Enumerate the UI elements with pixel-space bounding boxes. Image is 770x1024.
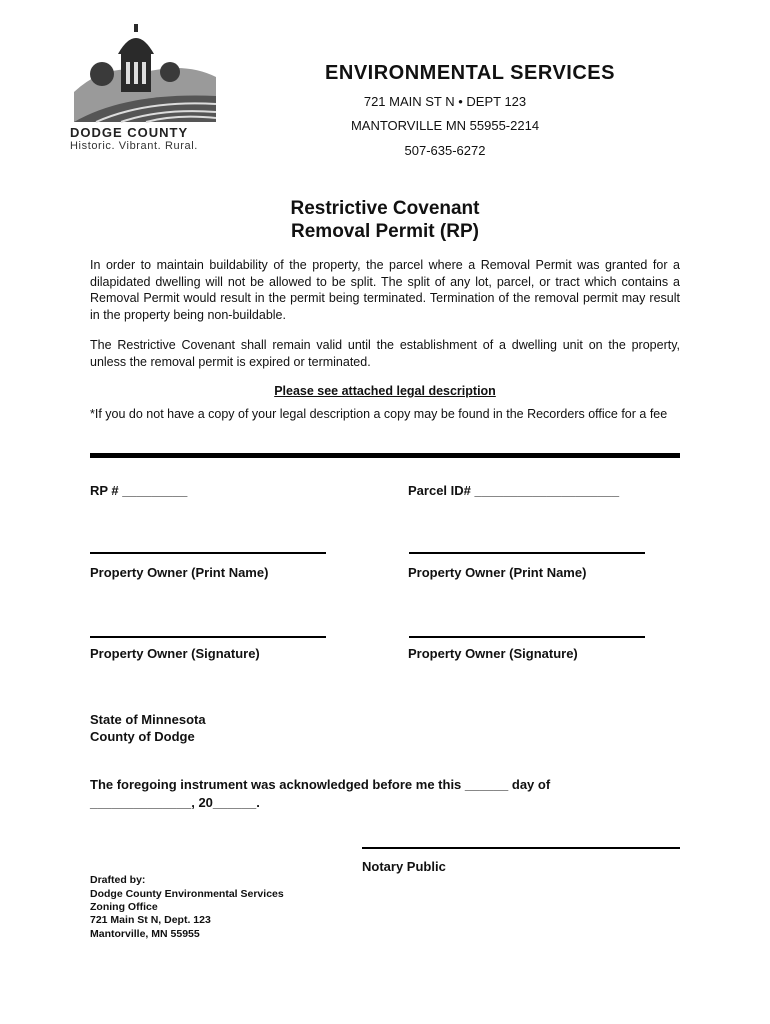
drafted-by-office: Zoning Office [90,901,158,913]
legal-description-note: *If you do not have a copy of your legal description a copy may be found in the Recorders office for a fee [90,407,668,421]
org-title: ENVIRONMENTAL SERVICES [325,62,615,84]
legal-description-heading: Please see attached legal description [274,384,496,398]
section-divider [90,453,680,458]
parcel-id-field[interactable]: Parcel ID# ____________________ [408,483,620,498]
drafted-by-org: Dodge County Environmental Services [90,888,284,900]
state-label: State of Minnesota [90,712,206,727]
covenant-paragraph: The Restrictive Covenant shall remain valid until the establishment of a dwelling unit on the property, unless the removal permit is expired or terminated. [90,338,680,369]
drafted-by-address: 721 Main St N, Dept. 123 [90,914,211,926]
courthouse-icon [118,24,154,92]
address-line-2: MANTORVILLE MN 55955-2214 [350,118,540,133]
owner-print-name-line-2[interactable] [409,552,645,554]
owner-signature-label-1: Property Owner (Signature) [90,646,260,661]
drafted-by-city: Mantorville, MN 55955 [90,928,200,940]
county-label: County of Dodge [90,729,195,744]
owner-print-name-line-1[interactable] [90,552,326,554]
owner-print-name-label-2: Property Owner (Print Name) [408,565,587,580]
notary-public-label: Notary Public [362,859,446,874]
logo-tagline: Historic. Vibrant. Rural. [70,140,198,152]
owner-print-name-label-1: Property Owner (Print Name) [90,565,269,580]
rp-number-field[interactable]: RP # _________ [90,483,188,498]
owner-signature-line-1[interactable] [90,636,326,638]
notary-signature-line[interactable] [362,847,680,849]
logo-name: DODGE COUNTY [70,125,189,140]
owner-signature-label-2: Property Owner (Signature) [408,646,578,661]
form-title-line-2: Removal Permit (RP) [291,221,479,242]
acknowledgment-line-2[interactable]: ______________, 20______. [90,795,260,810]
tree-right-icon [160,62,180,82]
address-line-1: 721 MAIN ST N • DEPT 123 [363,94,527,109]
intro-paragraph: In order to maintain buildability of the property, the parcel where a Removal Permit was granted for a dilapidated dwelling will not be allowed to be split. The split of any lot, parcel, or tract which contains a Removal Permit would result in the permit being terminated. Termination of the removal permit may result in the property being non-buildable. [90,258,680,322]
phone-number: 507-635-6272 [404,143,486,158]
form-title-line-1: Restrictive Covenant [290,198,480,219]
acknowledgment-line-1[interactable]: The foregoing instrument was acknowledged before me this ______ day of [90,777,551,792]
form-title [0,197,770,243]
owner-signature-line-2[interactable] [409,636,645,638]
tree-left-icon [90,62,114,86]
drafted-by-label: Drafted by: [90,874,146,886]
